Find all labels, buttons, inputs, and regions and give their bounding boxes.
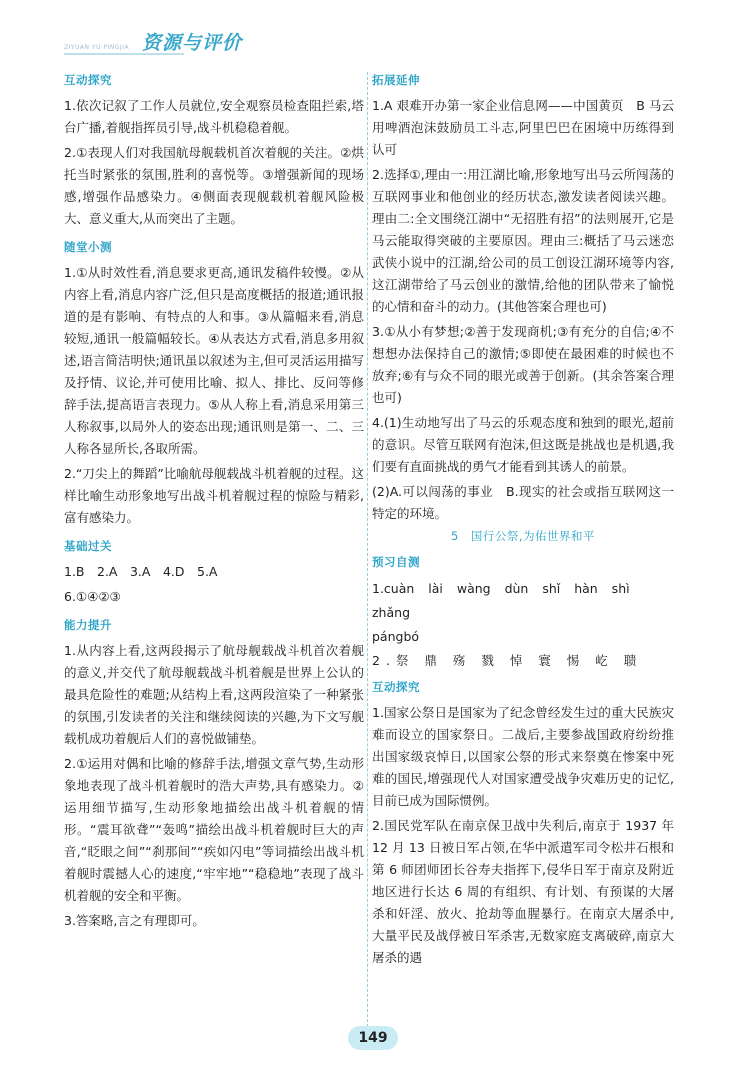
- answer-paragraph: 2.①运用对偶和比喻的修辞手法,增强文章气势,生动形象地表现了战斗机着舰时的浩大声势,具有感染力。②运用细节描写,生动形象地描绘出战斗机着舰的情形。“震耳欲聋”“轰鸣”描绘出战斗机着舰时巨大的声音,“眨眼之间”“刹那间”“疾如闪电”等词描绘出战斗机着舰时震撼人心的速度,“牢牢地”“稳稳地”表现了战斗机着舰的安全和平衡。: [64, 756, 364, 903]
- answer-paragraph: 2.国民党军队在南京保卫战中失利后,南京于 1937 年 12 月 13 日被日军占领,在华中派遣军司令松井石根和第 6 师团师团长谷寿夫指挥下,侵华日军于南京及附近地区进行长达 6 周的有组织、有计划、有预谋的大屠杀和奸淫、放火、抢劫等血腥暴行。在南京大屠杀中,大量平民及战俘被日军杀害,无数家庭支离破碎,南京大屠杀的遇: [372, 818, 674, 965]
- answer-paragraph: 1.A 艰难开办第一家企业信息网——中国黄页 B 马云用啤酒泡沫鼓励员工斗志,阿里巴巴在困境中历练得到认可: [372, 98, 674, 157]
- section-title: 拓展延伸: [372, 73, 420, 87]
- section-title: 能力提升: [64, 618, 112, 632]
- left-column: [64, 72, 364, 935]
- section-title: 随堂小测: [64, 240, 112, 254]
- section-title: 基础过关: [64, 539, 112, 553]
- answer-paragraph: 1.从内容上看,这两段揭示了航母舰载战斗机首次着舰的意义,并交代了航母舰载战斗机着舰是世界上公认的最具危险性的难题;从结构上看,这两段渲染了一种紧张的氛围,引发读者的关注和继续阅读的兴趣,为下文写舰载机成功着舰后人们的喜悦做铺垫。: [64, 643, 364, 746]
- section-title: 预习自测: [372, 555, 420, 569]
- section-title: 互动探究: [372, 680, 420, 694]
- character-answers: 2.祭 鼎 殇 戮 悼 寰 惕 屹 聩: [372, 653, 643, 668]
- answer-paragraph: 2.选择①,理由一:用江湖比喻,形象地写出马云所闯荡的互联网事业和他创业的经历状态,激发读者阅读兴趣。理由二:全文围绕江湖中“无招胜有招”的法则展开,它是马云能取得突破的主要原因。理由三:概括了马云迷恋武侠小说中的江湖,给公司的员工创设江湖环境等内容,这江湖带给了马云创业的激情,给他的团队带来了愉悦的心情和奋斗的动力。(其他答案合理也可): [372, 167, 674, 314]
- answer-paragraph: 1.国家公祭日是国家为了纪念曾经发生过的重大民族灾难而设立的国家祭日。二战后,主要参战国政府纷纷推出国家级哀悼日,以国家公祭的形式来祭奠在惨案中死难的国民,增强现代人对国家遭受战争灾难历史的记忆,目前已成为国际惯例。: [372, 705, 674, 808]
- answer-paragraph: 1.①从时效性看,消息要求更高,通讯发稿件较慢。②从内容上看,消息内容广泛,但只是高度概括的报道;通讯报道的是有影响、有特点的人和事。③从篇幅来看,消息较短,通讯一般篇幅较长。④从表达方式看,消息多用叙述,语言简洁明快;通讯虽以叙述为主,但可灵活运用描写及抒情、议论,并可使用比喻、拟人、排比、反问等修辞手法,提高语言表现力。⑤从人称上看,消息采用第三人称叙事,以局外人的姿态出现;通讯则是第一、二、三人称各显所长,各取所需。: [64, 265, 364, 456]
- header-title: 资源与评价: [142, 32, 243, 54]
- page-header: [64, 28, 304, 56]
- chapter-title: 5 国行公祭,为佑世界和平: [451, 529, 595, 543]
- header-tagline: ZIYUAN YU PINGJIA: [64, 44, 130, 51]
- page-number: 149: [348, 1026, 398, 1050]
- pinyin-answers: pángbó: [372, 629, 420, 644]
- answer-paragraph: 6.①④②③: [64, 589, 121, 604]
- section-title: 互动探究: [64, 73, 112, 87]
- answer-paragraph: 1.B 2.A 3.A 4.D 5.A: [64, 564, 218, 579]
- answer-paragraph: 4.(1)生动地写出了马云的乐观态度和独到的眼光,超前的意识。尽管互联网有泡沫,但这既是挑战也是机遇,我们要有直面挑战的勇气才能看到其诱人的前景。: [372, 415, 674, 474]
- answer-paragraph: 2.①表现人们对我国航母舰载机首次着舰的关注。②烘托当时紧张的氛围,胜利的喜悦等。③增强新闻的现场感,增强作品感染力。④侧面表现舰载机着舰风险极大、意义重大,从而突出了主题。: [64, 145, 364, 226]
- answer-paragraph: 3.①从小有梦想;②善于发现商机;③有充分的自信;④不想想办法保持自己的激情;⑤即使在最困难的时候也不放弃;⑥有与众不同的眼光或善于创新。(其余答案合理也可): [372, 324, 674, 405]
- answer-paragraph: 1.依次记叙了工作人员就位,安全观察员检查阻拦索,塔台广播,着舰指挥员引导,战斗机稳稳着舰。: [64, 98, 364, 135]
- answer-paragraph: 3.答案略,言之有理即可。: [64, 913, 205, 928]
- pinyin-answers: 1.cuàn lài wàng dùn shǐ hàn shì zhǎng: [372, 581, 630, 620]
- answer-paragraph: (2)A.可以闯荡的事业 B.现实的社会或指互联网这一特定的环境。: [372, 484, 674, 521]
- answer-paragraph: 2.“刀尖上的舞蹈”比喻航母舰载战斗机着舰的过程。这样比喻生动形象地写出战斗机着舰过程的惊险与精彩,富有感染力。: [64, 466, 364, 525]
- column-divider: [367, 72, 368, 1042]
- right-column: [372, 72, 674, 972]
